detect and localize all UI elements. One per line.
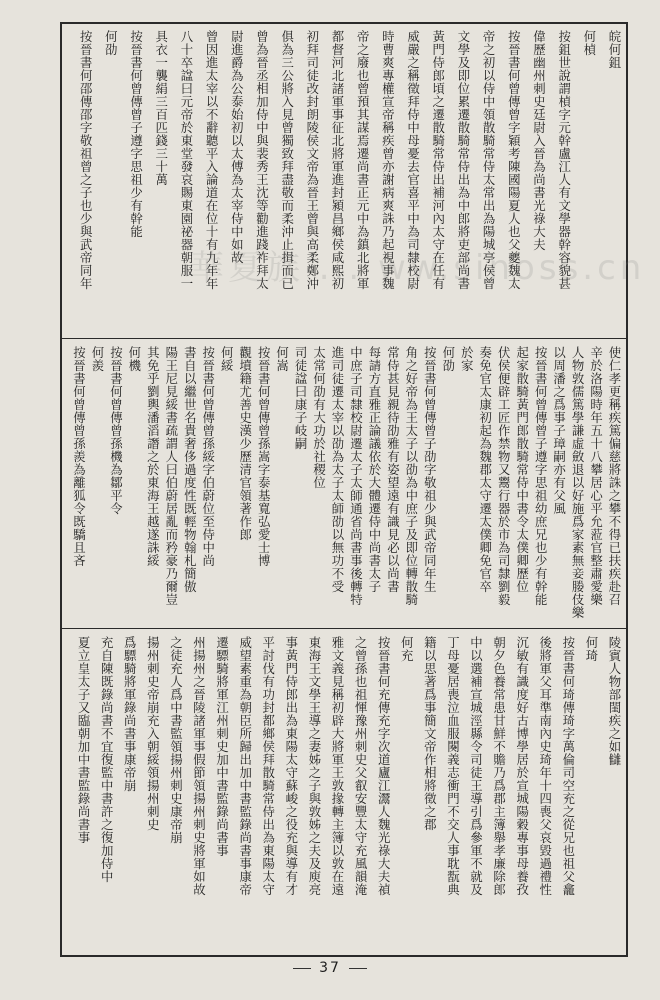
text-column: 朝夕色養常患甘鮮不贍乃爲郡主簿舉孝廉除郎: [491, 636, 507, 896]
text-column: 之徒充人爲中書監領揚州刺史康帝崩: [168, 636, 184, 844]
text-column: 其免乎劉輿潘滔譖之於東海王越遂誅綏: [145, 346, 161, 567]
band-divider-upper: [60, 338, 628, 339]
text-column: 何羨: [89, 346, 105, 372]
text-column: 伏侯便辟工匠作禁物又鬻行器於市為司隸劉毅: [496, 346, 512, 606]
text-band-bottom: [62, 632, 626, 954]
text-column: 何嵩: [274, 346, 290, 372]
text-column: 觀墳籍尤善史漢少歷清官領著作郎: [237, 346, 253, 541]
text-column: 尉進爵為公泰始初以太傅為太宰侍中如故: [229, 30, 245, 264]
text-column: 夏立皇太子又臨朝加中書監錄尚書事: [76, 636, 92, 844]
text-column: 具衣一襲絹三百匹錢三十萬: [153, 30, 169, 186]
text-column: 俱為三公將入見曾獨致拜盡敬而柔沖止揖而已: [279, 30, 295, 290]
text-column: 初拜司徒改封朗陵侯文帝為晉王曾與高柔鄭沖: [304, 30, 320, 290]
watermark-text: 華夏族 ... ww.sinoss.cn: [190, 248, 646, 288]
text-column: 何劭: [103, 30, 119, 56]
text-column: 常侍甚見親待劭雅有姿望遠有識見必以尚書: [385, 346, 401, 593]
text-column: 奏免官太康初起為魏郡太守遷太僕卿免官卒: [477, 346, 493, 593]
text-column: 文學及即位累遷散騎常侍出為中郎將吏部尚書: [455, 30, 471, 290]
text-column: 州揚州之晉陵諸軍事假節領揚州刺史將軍如故: [191, 636, 207, 896]
text-column: 皖何鉏: [607, 30, 622, 69]
text-column: 遷驃騎將軍江州刺史加中書監錄尚書事: [214, 636, 230, 857]
text-column: 偉歷幽州刺史廷尉入晉為尚書光祿大夫: [531, 30, 547, 251]
text-column: 之曾孫也祖惲豫州刺史父叡安豐太守充風韻淹: [353, 636, 369, 896]
text-column: 以周潘之爲事子璋嗣亦有父風: [551, 346, 567, 515]
text-column: 按晉書何曾傳曾子遵字思祖幼庶兄也少有幹能: [533, 346, 549, 606]
text-column: 東海王文學王導之妻姊之子與敦姊之夫及庾亮: [306, 636, 322, 896]
text-column: 何劭: [440, 346, 456, 372]
text-column: 八十卒諡曰元帝於東堂發哀賜東園祕器朝服一: [178, 30, 194, 290]
text-column: 何充: [399, 636, 415, 662]
text-column: 人物敦儒篤學謙虛斂退以好施爲家素無妾媵伎樂: [570, 346, 586, 619]
text-column: 中以選補宣城涇縣令司徒王導引爲參軍不就及: [468, 636, 484, 896]
text-column: 陽王尼見綏書疏謂人曰伯蔚居亂而矜豪乃爾豈: [163, 346, 179, 606]
text-column: 帝之初以侍中領散騎常侍太常出為陽城亭侯曾: [481, 30, 497, 290]
text-column: 爲驃騎將軍錄尚書事康帝崩: [122, 636, 138, 792]
text-column: 按晉書何琦傳琦字萬倫司空充之從兄也祖父龕: [560, 636, 576, 896]
band-divider-lower: [60, 628, 628, 629]
text-column: 書自以繼世名貴奢侈過度性既輕物翰札簡傲: [182, 346, 198, 593]
text-band-top: [62, 26, 626, 336]
text-column: 丁母憂居喪泣血服闋義志衝門不交人事耽翫典: [445, 636, 461, 896]
text-column: 按晉書何曾傳曾孫嵩字泰基寬弘愛士博: [256, 346, 272, 567]
text-column: 何楨: [581, 30, 597, 56]
text-column: 威嚴之稱徵拜侍中母憂去官喜平中為司隸校尉: [405, 30, 421, 290]
text-column: 按鉏世說謂楨字元幹盧江人有文學器幹容貌甚: [556, 30, 572, 290]
text-column: 曾因進太宰以不辭聽平入論道在位十有九年年: [204, 30, 220, 290]
text-column: 按晉書何曾傳曾孫機為鄒平令: [108, 346, 124, 515]
text-column: 何琦: [583, 636, 599, 662]
text-column: 角之好帝為王太子以劭為中庶子及即位轉散騎: [403, 346, 419, 606]
text-column: 按晉書何曾傳曾孫羨為離狐令既驕且吝: [71, 346, 87, 567]
text-column: 按晉書何曾傳曾字穎考陳國陽夏人也父夔魏太: [506, 30, 522, 290]
text-column: 使仁孝更稱疾篤偏慈將誅之攀不得已扶疾赴召: [607, 346, 622, 606]
text-column: 曾為晉丞相加侍中與裴秀王沈等勸進踐祚拜太: [254, 30, 270, 290]
text-column: 時曹爽專權宣帝稱疾曾亦謝病爽誅乃起視事魏: [380, 30, 396, 290]
text-column: 都督河北諸軍事征北將軍進封潁昌鄉侯咸熙初: [330, 30, 345, 290]
text-column: 按晉書何曾傳曾子遵字思祖少有幹能: [128, 30, 144, 238]
text-band-middle: [62, 342, 626, 626]
text-column: 按晉書何充傳充字次道廬江灊人魏光祿大夫禎: [376, 636, 392, 896]
text-column: 事黃門侍郎出為東陽太守蘇峻之役充與導有才: [283, 636, 299, 896]
text-column: 沉敏有識度好古博學居於宣城陽穀專事母養孜: [514, 636, 530, 896]
text-column: 進司徒遷太宰以劭為太子太師劭以無功不受: [330, 346, 345, 593]
text-column: 黃門侍郎頃之遷散騎常侍出補河內太守在任有: [430, 30, 446, 290]
text-column: 按晉書何曾傳曾子劭字敬祖少與武帝同年生: [422, 346, 438, 593]
text-column: 帝之廢也曾預其謀焉遷尚書正元中為鎮北將軍: [355, 30, 371, 290]
text-column: 何機: [126, 346, 142, 372]
text-column: 平討伐有功封都鄉侯拜散騎常侍出為東陽太守: [260, 636, 276, 896]
text-column: 太常何劭有大功於社稷位: [311, 346, 327, 489]
text-column: 威望素重為朝臣所歸出加中書監錄尚書事康帝: [237, 636, 253, 896]
text-column: 司徒諡曰康子岐嗣: [293, 346, 309, 450]
text-column: 起家散騎黃門郎散騎常侍中書令太僕卿歷位: [514, 346, 530, 593]
text-column: 後將軍父耳準南內史琦年十四喪父哀毀過禮性: [537, 636, 553, 896]
text-column: 按晉書何曾傳曾孫綏字伯蔚位至侍中尚: [200, 346, 216, 567]
page-number: 37: [0, 960, 660, 976]
text-column: 籍以思著爲事簡文帝作相將徵之郡: [422, 636, 438, 831]
text-column: 陵賓人物部閨疾之如讎: [607, 636, 622, 766]
text-column: 充自陳既錄尚書不宜復監中書許之復加侍中: [99, 636, 115, 883]
text-column: 雅文義見稱初辟大將軍王敦掾轉主簿以敦在遠: [330, 636, 345, 896]
text-column: 每請方直雅正論議依於大體遷侍中尚書太子: [366, 346, 382, 593]
text-column: 按晉書何邵傳邵字敬祖曾之子也少與武帝同年: [78, 30, 94, 290]
text-column: 揚州刺史帝崩充入朝綏領揚州刺史: [145, 636, 161, 831]
text-column: 中庶子司隸校尉遷太子太師通省尚書事後轉特: [348, 346, 364, 606]
text-column: 辛於洛陽時年五十八攀居心平允蒞官整肅愛樂: [588, 346, 604, 606]
text-column: 何綏: [219, 346, 235, 372]
text-column: 於家: [459, 346, 475, 372]
